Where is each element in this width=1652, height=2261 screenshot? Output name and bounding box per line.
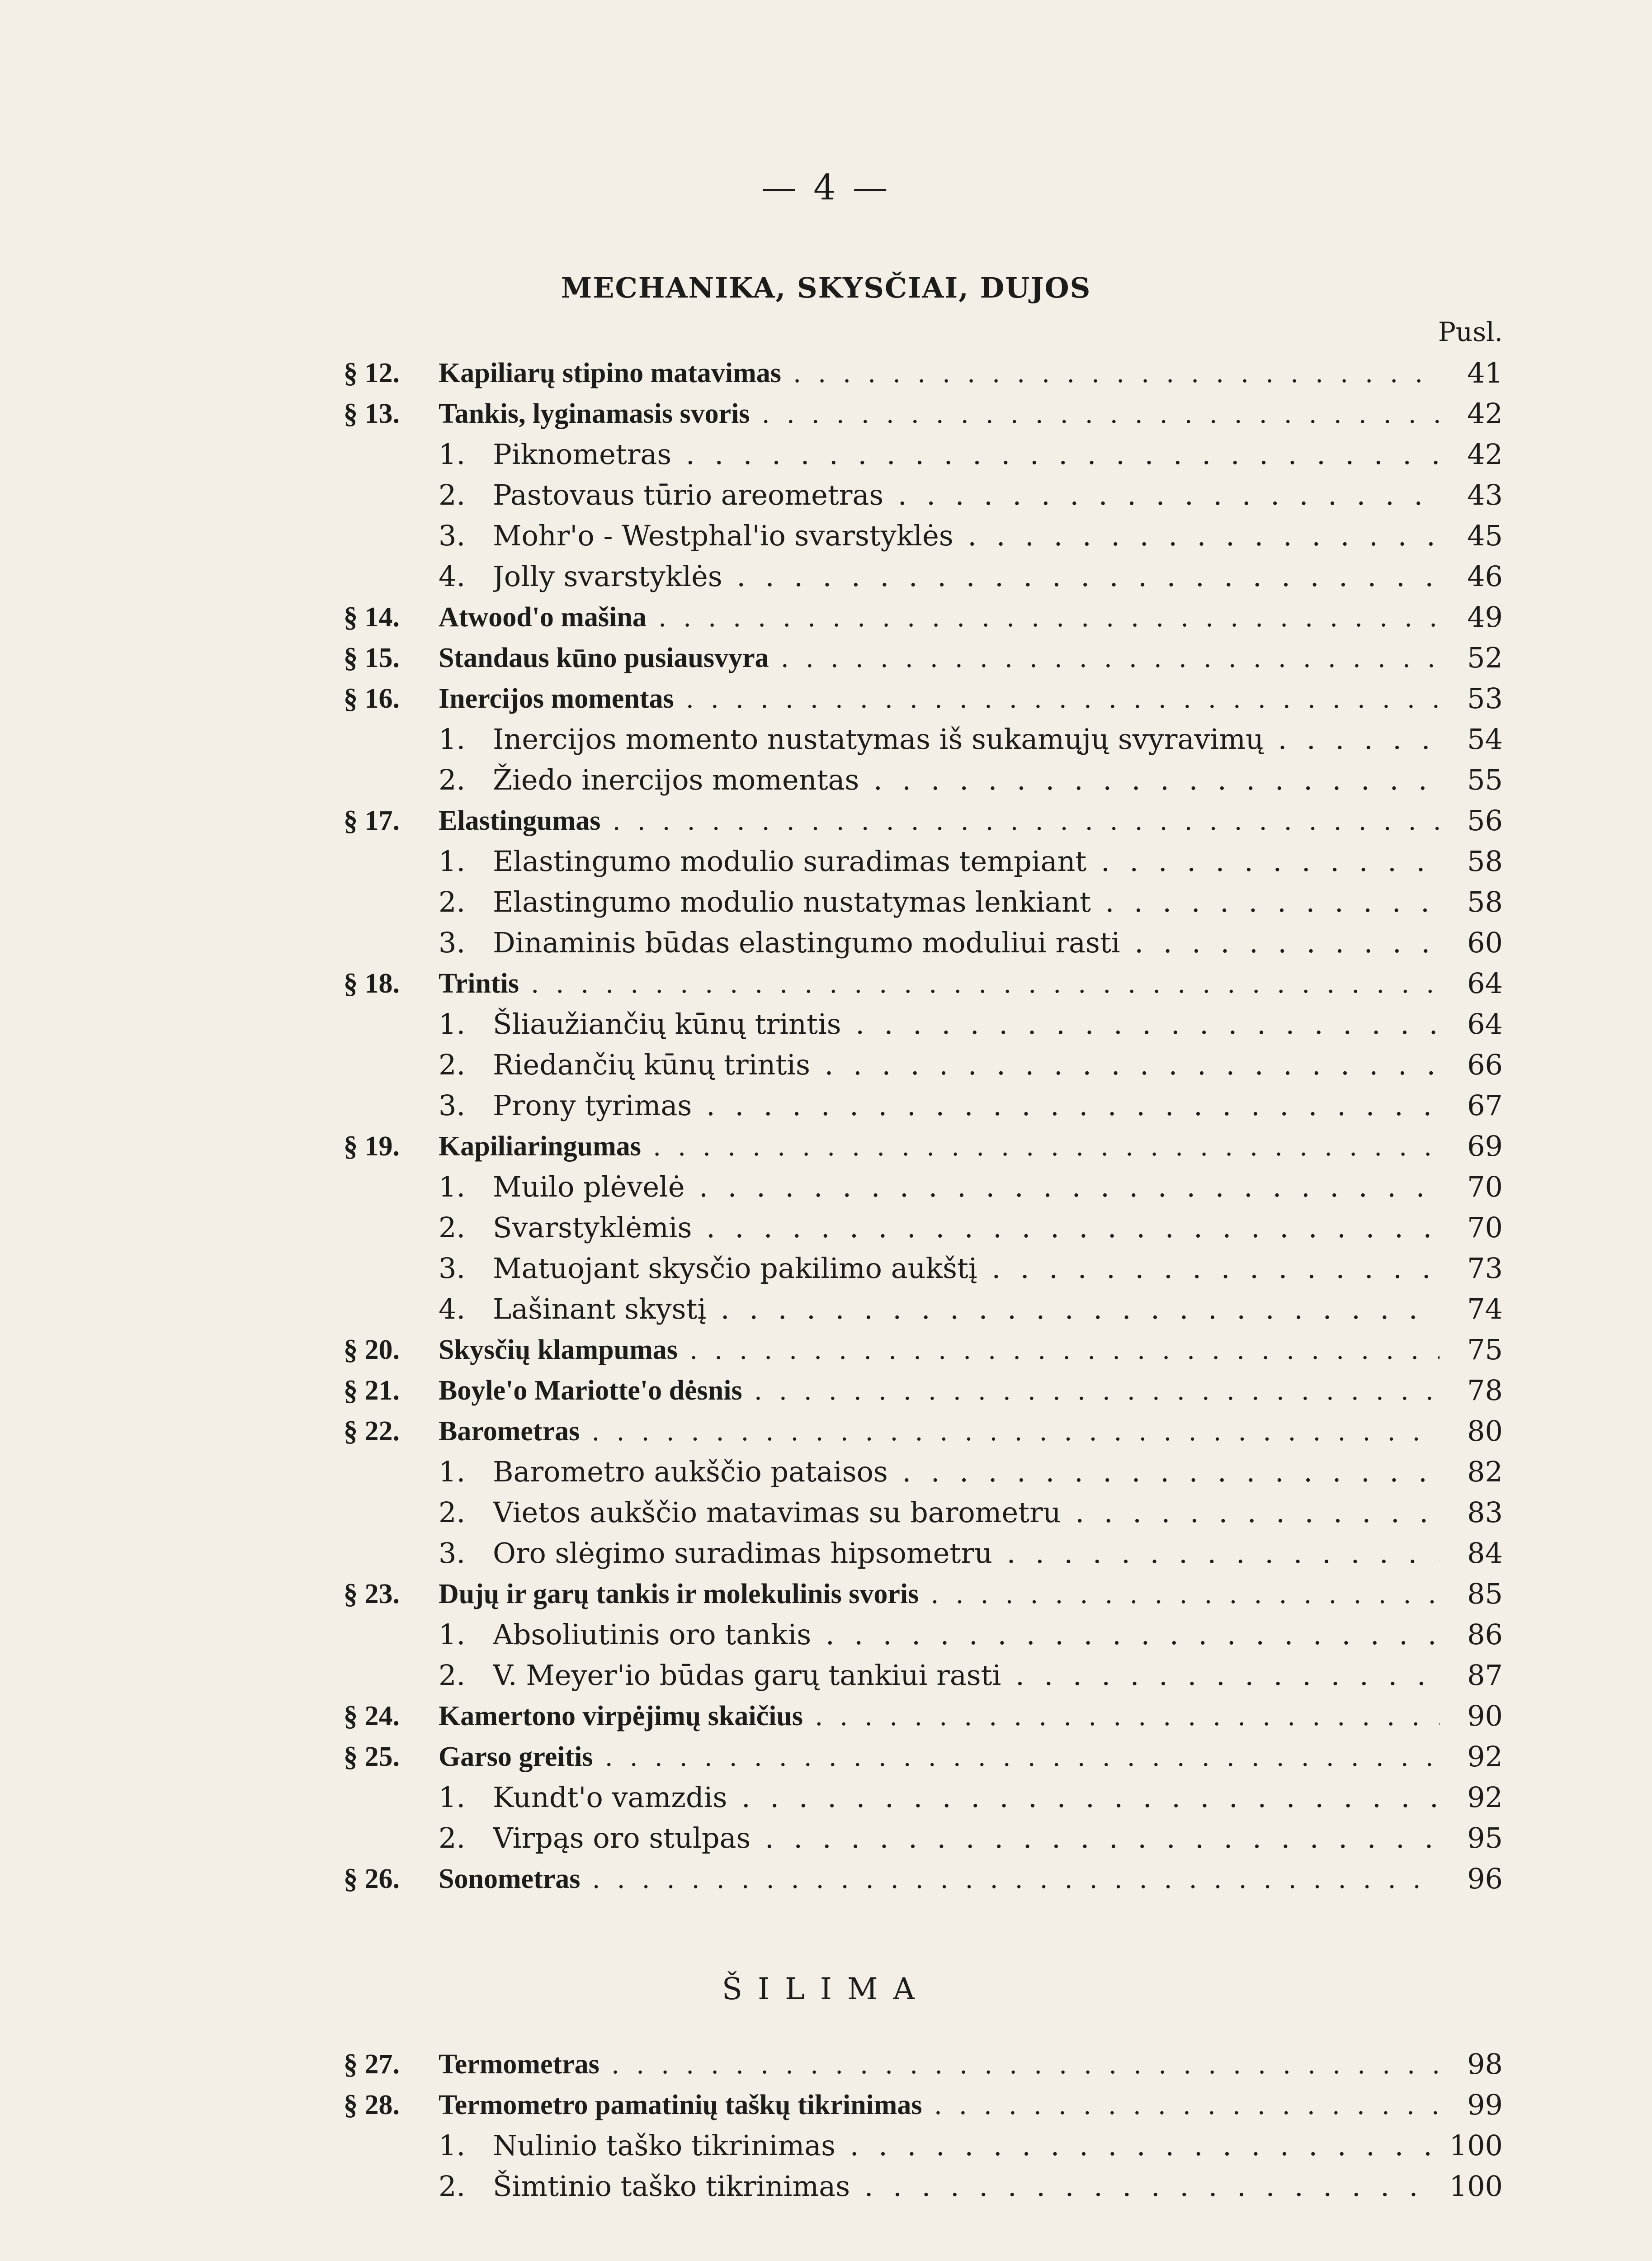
toc-subsection-entry — [0, 556, 1652, 597]
section-number: § 27. — [344, 2049, 400, 2080]
entry-page-number: 100 — [1449, 2129, 1503, 2162]
entry-title: Tankis, lyginamasis svoris . . . — [439, 393, 1440, 434]
section-number: § 26. — [344, 1864, 400, 1894]
entry-title: Kapiliarų stipino matavimas . . . — [439, 353, 1440, 393]
subsection-number: 3. — [439, 519, 466, 552]
toc-section-entry — [0, 1696, 1652, 1736]
entry-page-number: 64 — [1467, 967, 1503, 1000]
entry-page-number: 60 — [1467, 926, 1503, 959]
entry-page-number: 52 — [1467, 641, 1503, 674]
section-number: § 21. — [344, 1375, 400, 1406]
toc-section-entry — [0, 353, 1652, 393]
subsection-number: 2. — [439, 1821, 466, 1854]
entry-title: Termometro pamatinių taškų tikrinimas . . . — [439, 2085, 1440, 2125]
toc-subsection-entry — [0, 1614, 1652, 1655]
toc-subsection-entry — [0, 719, 1652, 760]
entry-page-number: 70 — [1467, 1211, 1503, 1244]
entry-page-number: 66 — [1467, 1048, 1503, 1081]
toc-subsection-entry — [0, 1289, 1652, 1329]
toc-subsection-entry — [0, 2166, 1652, 2207]
subsection-number: 1. — [439, 2129, 466, 2162]
section-number: § 17. — [344, 805, 400, 836]
toc-section-entry — [0, 638, 1652, 678]
entry-title: Barometras . . . — [439, 1411, 1440, 1452]
heat-section-heading: ŠILIMA — [722, 1972, 930, 2006]
entry-page-number: 99 — [1467, 2088, 1503, 2121]
page-number: — 4 — — [761, 167, 891, 208]
entry-page-number: 83 — [1467, 1496, 1503, 1529]
subsection-number: 2. — [439, 1659, 466, 1692]
entry-title: Barometro aukščio pataisos . . . — [493, 1452, 1440, 1492]
subsection-number: 4. — [439, 1292, 466, 1325]
entry-page-number: 49 — [1467, 601, 1503, 634]
entry-title: Riedančių kūnų trintis . . . — [493, 1045, 1440, 1085]
toc-subsection-entry — [0, 760, 1652, 800]
entry-title: Atwood'o mašina . . . — [439, 597, 1440, 638]
entry-title: Muilo plėvelė . . . — [493, 1167, 1440, 1207]
entry-title: Mohr'o - Westphal'io svarstyklės . . . — [493, 516, 1440, 556]
entry-page-number: 42 — [1467, 438, 1503, 471]
entry-page-number: 78 — [1467, 1374, 1503, 1407]
entry-title: Šliaužiančių kūnų trintis . . . — [493, 1004, 1440, 1045]
toc-section-entry — [0, 2044, 1652, 2085]
entry-page-number: 87 — [1467, 1659, 1503, 1692]
entry-title: Boyle'o Mariotte'o dėsnis . . . — [439, 1370, 1440, 1411]
entry-page-number: 95 — [1467, 1821, 1503, 1854]
entry-page-number: 58 — [1467, 845, 1503, 878]
toc-section-entry — [0, 1126, 1652, 1167]
toc-subsection-entry — [0, 1045, 1652, 1085]
toc-subsection-entry — [0, 1167, 1652, 1207]
toc-section-entry — [0, 678, 1652, 719]
subsection-number: 2. — [439, 885, 466, 918]
entry-title: Trintis . . . — [439, 963, 1440, 1004]
entry-title: Dujų ir garų tankis ir molekulinis svoris . . . — [439, 1574, 1440, 1614]
toc-section-entry — [0, 1329, 1652, 1370]
entry-page-number: 98 — [1467, 2048, 1503, 2081]
entry-page-number: 67 — [1467, 1089, 1503, 1122]
entry-page-number: 43 — [1467, 478, 1503, 511]
subsection-number: 2. — [439, 2170, 466, 2203]
toc-subsection-entry — [0, 1004, 1652, 1045]
entry-title: Elastingumo modulio suradimas tempiant . . . — [493, 841, 1440, 882]
toc-subsection-entry — [0, 841, 1652, 882]
entry-page-number: 92 — [1467, 1740, 1503, 1773]
subsection-number: 2. — [439, 763, 466, 796]
entry-title: Matuojant skysčio pakilimo aukštį . . . — [493, 1248, 1440, 1289]
entry-page-number: 84 — [1467, 1537, 1503, 1570]
subsection-number: 1. — [439, 1170, 466, 1203]
entry-page-number: 41 — [1467, 356, 1503, 389]
toc-subsection-entry — [0, 516, 1652, 556]
toc-subsection-entry — [0, 1207, 1652, 1248]
entry-title: Virpąs oro stulpas . . . — [493, 1818, 1440, 1859]
entry-page-number: 69 — [1467, 1130, 1503, 1163]
toc-section-entry — [0, 1859, 1652, 1899]
section-number: § 12. — [344, 358, 400, 388]
subsection-number: 3. — [439, 1537, 466, 1570]
entry-title: Standaus kūno pusiausvyra . . . — [439, 638, 1440, 678]
entry-title: Lašinant skystį . . . — [493, 1289, 1440, 1329]
entry-page-number: 80 — [1467, 1414, 1503, 1447]
entry-page-number: 96 — [1467, 1862, 1503, 1895]
subsection-number: 2. — [439, 1496, 466, 1529]
entry-title: Termometras . . . — [439, 2044, 1440, 2085]
entry-page-number: 55 — [1467, 763, 1503, 796]
entry-title: Inercijos momento nustatymas iš sukamųjų svyravimų . . . — [493, 719, 1440, 760]
entry-title: Pastovaus tūrio areometras . . . — [493, 475, 1440, 516]
toc-section-entry — [0, 597, 1652, 638]
entry-page-number: 90 — [1467, 1699, 1503, 1732]
toc-subsection-entry — [0, 475, 1652, 516]
toc-section-entry — [0, 2085, 1652, 2125]
entry-title: Kundt'o vamzdis . . . — [493, 1777, 1440, 1818]
entry-page-number: 82 — [1467, 1455, 1503, 1488]
toc-subsection-entry — [0, 1492, 1652, 1533]
subsection-number: 1. — [439, 845, 466, 878]
toc-subsection-entry — [0, 1777, 1652, 1818]
entry-page-number: 46 — [1467, 560, 1503, 593]
toc-section-entry — [0, 1411, 1652, 1452]
entry-title: Dinaminis būdas elastingumo moduliui rasti . . . — [493, 922, 1440, 963]
entry-page-number: 45 — [1467, 519, 1503, 552]
section-number: § 16. — [344, 683, 400, 714]
entry-page-number: 42 — [1467, 397, 1503, 430]
subsection-number: 4. — [439, 560, 466, 593]
entry-page-number: 74 — [1467, 1292, 1503, 1325]
entry-page-number: 92 — [1467, 1781, 1503, 1814]
toc-subsection-entry — [0, 1533, 1652, 1574]
entry-page-number: 58 — [1467, 885, 1503, 918]
section-number: § 28. — [344, 2090, 400, 2120]
subsection-number: 1. — [439, 723, 466, 756]
entry-title: Inercijos momentas . . . — [439, 678, 1440, 719]
subsection-number: 3. — [439, 1252, 466, 1285]
entry-title: Piknometras . . . — [493, 434, 1440, 475]
entry-page-number: 56 — [1467, 804, 1503, 837]
subsection-number: 3. — [439, 926, 466, 959]
entry-title: V. Meyer'io būdas garų tankiui rasti . . . — [493, 1655, 1440, 1696]
subsection-number: 2. — [439, 1211, 466, 1244]
toc-section-entry — [0, 1370, 1652, 1411]
entry-title: Kapiliaringumas . . . — [439, 1126, 1440, 1167]
entry-page-number: 73 — [1467, 1252, 1503, 1285]
section-title: MECHANIKA, SKYSČIAI, DUJOS — [561, 271, 1091, 304]
entry-title: Vietos aukščio matavimas su barometru . . . — [493, 1492, 1440, 1533]
entry-page-number: 54 — [1467, 723, 1503, 756]
section-number: § 20. — [344, 1334, 400, 1365]
section-number: § 25. — [344, 1741, 400, 1772]
entry-title: Skysčių klampumas . . . — [439, 1329, 1440, 1370]
entry-page-number: 75 — [1467, 1333, 1503, 1366]
entry-title: Oro slėgimo suradimas hipsometru . . . — [493, 1533, 1440, 1574]
section-number: § 19. — [344, 1131, 400, 1162]
subsection-number: 1. — [439, 1008, 466, 1041]
entry-title: Žiedo inercijos momentas . . . — [493, 760, 1440, 800]
entry-title: Absoliutinis oro tankis . . . — [493, 1614, 1440, 1655]
toc-section-entry — [0, 800, 1652, 841]
section-number: § 18. — [344, 968, 400, 999]
toc-subsection-entry — [0, 2125, 1652, 2166]
entry-page-number: 100 — [1449, 2170, 1503, 2203]
entry-title: Svarstyklėmis . . . — [493, 1207, 1440, 1248]
entry-title: Elastingumo modulio nustatymas lenkiant . . . — [493, 882, 1440, 922]
entry-title: Garso greitis . . . — [439, 1736, 1440, 1777]
entry-page-number: 70 — [1467, 1170, 1503, 1203]
toc-section-entry — [0, 963, 1652, 1004]
section-number: § 23. — [344, 1579, 400, 1609]
entry-page-number: 53 — [1467, 682, 1503, 715]
entry-title: Jolly svarstyklės . . . — [493, 556, 1440, 597]
entry-title: Kamertono virpėjimų skaičius . . . — [439, 1696, 1440, 1736]
section-number: § 14. — [344, 602, 400, 633]
entry-page-number: 64 — [1467, 1008, 1503, 1041]
toc-subsection-entry — [0, 1452, 1652, 1492]
subsection-number: 1. — [439, 438, 466, 471]
pages-column-label: Pusl. — [1438, 317, 1503, 347]
toc-section-entry — [0, 1736, 1652, 1777]
toc-list-heat — [0, 2044, 1652, 2207]
subsection-number: 2. — [439, 1048, 466, 1081]
entry-title: Prony tyrimas . . . — [493, 1085, 1440, 1126]
toc-subsection-entry — [0, 882, 1652, 922]
section-number: § 24. — [344, 1701, 400, 1731]
entry-page-number: 85 — [1467, 1577, 1503, 1610]
entry-title: Sonometras . . . — [439, 1859, 1440, 1899]
toc-subsection-entry — [0, 1085, 1652, 1126]
entry-page-number: 86 — [1467, 1618, 1503, 1651]
toc-section-entry — [0, 1574, 1652, 1614]
subsection-number: 1. — [439, 1781, 466, 1814]
entry-title: Elastingumas . . . — [439, 800, 1440, 841]
entry-title: Šimtinio taško tikrinimas . . . — [493, 2166, 1440, 2207]
toc-subsection-entry — [0, 1248, 1652, 1289]
toc-subsection-entry — [0, 922, 1652, 963]
subsection-number: 1. — [439, 1455, 466, 1488]
toc-subsection-entry — [0, 434, 1652, 475]
section-number: § 15. — [344, 643, 400, 673]
subsection-number: 1. — [439, 1618, 466, 1651]
toc-list-mechanics — [0, 353, 1652, 1899]
toc-section-entry — [0, 393, 1652, 434]
toc-subsection-entry — [0, 1655, 1652, 1696]
subsection-number: 3. — [439, 1089, 466, 1122]
section-number: § 13. — [344, 398, 400, 429]
toc-subsection-entry — [0, 1818, 1652, 1859]
subsection-number: 2. — [439, 478, 466, 511]
section-number: § 22. — [344, 1416, 400, 1447]
entry-title: Nulinio taško tikrinimas . . . — [493, 2125, 1440, 2166]
